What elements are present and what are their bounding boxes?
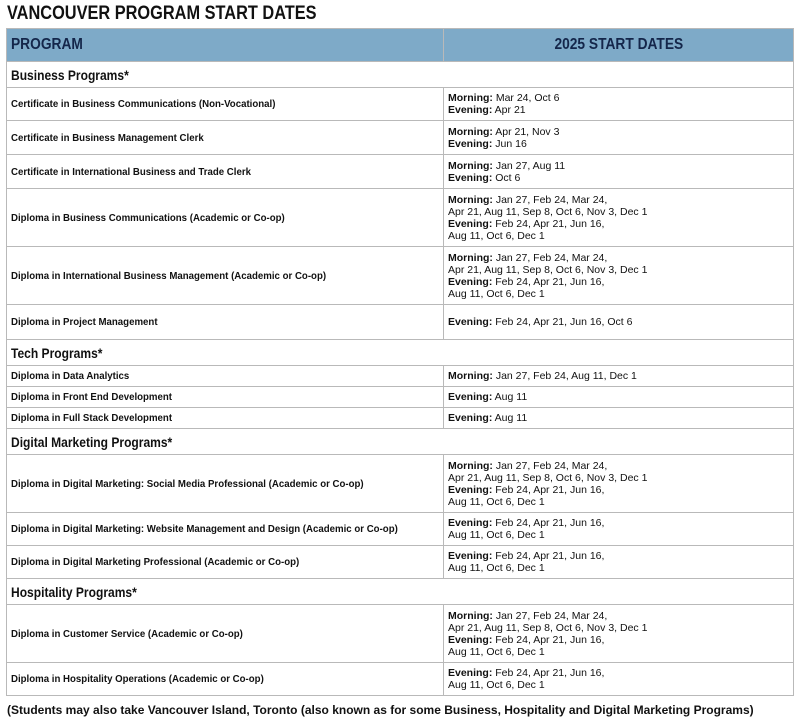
dates-cell xyxy=(444,513,794,546)
date-list: Aug 11 xyxy=(492,391,528,403)
session-label: Morning: xyxy=(448,125,493,138)
date-list: Feb 24, Apr 21, Jun 16, Oct 6 xyxy=(492,316,633,328)
session-label: Evening: xyxy=(448,217,493,230)
date-line xyxy=(448,496,789,508)
dates-cell xyxy=(444,189,794,247)
table-row xyxy=(7,387,794,408)
program-name: Diploma in Project Management xyxy=(11,316,158,328)
table-row xyxy=(7,155,794,189)
date-list: Aug 11, Oct 6, Dec 1 xyxy=(448,229,545,242)
section-row xyxy=(7,62,794,88)
table-row xyxy=(7,663,794,696)
table-row xyxy=(7,366,794,387)
date-line xyxy=(448,562,789,574)
date-line xyxy=(448,264,789,276)
date-list: Jan 27, Feb 24, Mar 24, xyxy=(492,609,608,622)
table-row xyxy=(7,88,794,121)
program-cell xyxy=(7,247,444,305)
program-cell xyxy=(7,513,444,546)
table-row xyxy=(7,455,794,513)
date-line xyxy=(448,288,789,300)
dates-cell xyxy=(444,605,794,663)
table-row xyxy=(7,546,794,579)
program-cell xyxy=(7,455,444,513)
date-list: Apr 21, Aug 11, Sep 8, Oct 6, Nov 3, Dec 1 xyxy=(448,621,648,634)
date-list: Feb 24, Apr 21, Jun 16, xyxy=(492,217,605,230)
dates-cell xyxy=(444,366,794,387)
date-list: Apr 21, Aug 11, Sep 8, Oct 6, Nov 3, Dec 1 xyxy=(448,263,648,276)
date-line xyxy=(448,206,789,218)
session-label: Evening: xyxy=(448,137,493,150)
date-list: Aug 11, Oct 6, Dec 1 xyxy=(448,529,545,541)
date-list: Feb 24, Apr 21, Jun 16, xyxy=(492,667,605,679)
session-label: Morning: xyxy=(448,609,493,622)
date-line xyxy=(448,218,789,230)
program-name: Diploma in Digital Marketing: Social Media Professional (Academic or Co-op) xyxy=(11,477,364,490)
date-line xyxy=(448,517,789,529)
date-line xyxy=(448,412,789,424)
section-heading xyxy=(7,579,794,605)
date-line xyxy=(448,194,789,206)
program-cell xyxy=(7,155,444,189)
program-cell xyxy=(7,305,444,340)
program-cell xyxy=(7,546,444,579)
date-list: Aug 11, Oct 6, Dec 1 xyxy=(448,287,545,300)
dates-cell xyxy=(444,455,794,513)
date-line xyxy=(448,634,789,646)
session-label: Evening: xyxy=(448,275,493,288)
date-list: Jan 27, Feb 24, Mar 24, xyxy=(492,251,608,264)
program-cell xyxy=(7,88,444,121)
table-row xyxy=(7,189,794,247)
start-dates-table xyxy=(6,28,794,696)
dates-cell xyxy=(444,305,794,340)
program-name: Certificate in Business Management Clerk xyxy=(11,131,204,144)
section-row xyxy=(7,429,794,455)
date-list: Jun 16 xyxy=(492,137,527,150)
date-line xyxy=(448,484,789,496)
date-list: Aug 11, Oct 6, Dec 1 xyxy=(448,645,545,658)
table-row xyxy=(7,513,794,546)
date-list: Apr 21, Aug 11, Sep 8, Oct 6, Nov 3, Dec 1 xyxy=(448,205,648,218)
date-list: Jan 27, Feb 24, Mar 24, xyxy=(492,193,608,206)
date-list: Apr 21 xyxy=(492,104,526,116)
date-line xyxy=(448,138,789,150)
program-cell xyxy=(7,663,444,696)
table-header-row xyxy=(7,29,794,62)
program-name: Diploma in Business Communications (Academic or Co-op) xyxy=(11,211,285,224)
session-label: Evening: xyxy=(448,633,493,646)
date-line xyxy=(448,391,789,403)
program-cell xyxy=(7,189,444,247)
date-line xyxy=(448,679,789,691)
dates-cell xyxy=(444,408,794,429)
dates-cell xyxy=(444,663,794,696)
date-line xyxy=(448,126,789,138)
date-line xyxy=(448,92,789,104)
date-list: Aug 11, Oct 6, Dec 1 xyxy=(448,562,545,574)
date-list: Oct 6 xyxy=(492,171,521,184)
dates-column-header: 2025 START DATES xyxy=(444,29,794,62)
date-list: Jan 27, Aug 11 xyxy=(492,159,566,172)
table-row xyxy=(7,305,794,340)
section-row xyxy=(7,340,794,366)
session-label: Evening: xyxy=(448,412,493,424)
dates-cell xyxy=(444,387,794,408)
date-list: Feb 24, Apr 21, Jun 16, xyxy=(492,633,605,646)
session-label: Evening: xyxy=(448,171,493,184)
date-list: Apr 21, Aug 11, Sep 8, Oct 6, Nov 3, Dec 1 xyxy=(448,471,648,484)
session-label: Evening: xyxy=(448,316,493,328)
date-line xyxy=(448,316,789,328)
section-heading-label: Business Programs* xyxy=(11,66,129,83)
table-row xyxy=(7,247,794,305)
date-list: Feb 24, Apr 21, Jun 16, xyxy=(492,517,605,529)
program-cell xyxy=(7,605,444,663)
program-name: Diploma in Data Analytics xyxy=(11,370,130,382)
date-list: Feb 24, Apr 21, Jun 16, xyxy=(492,483,605,496)
program-name: Diploma in Customer Service (Academic or Co-op) xyxy=(11,627,243,640)
session-label: Evening: xyxy=(448,550,493,562)
date-line xyxy=(448,529,789,541)
date-list: Aug 11, Oct 6, Dec 1 xyxy=(448,495,545,508)
date-list: Aug 11 xyxy=(492,412,528,424)
session-label: Morning: xyxy=(448,193,493,206)
date-line xyxy=(448,230,789,242)
session-label: Morning: xyxy=(448,459,493,472)
program-cell xyxy=(7,366,444,387)
table-row xyxy=(7,605,794,663)
program-cell xyxy=(7,121,444,155)
date-line xyxy=(448,160,789,172)
session-label: Morning: xyxy=(448,92,493,104)
date-line xyxy=(448,276,789,288)
date-list: Feb 24, Apr 21, Jun 16, xyxy=(492,550,605,562)
program-name: Diploma in International Business Management (Academic or Co-op) xyxy=(11,269,327,282)
session-label: Morning: xyxy=(448,370,493,382)
date-line xyxy=(448,370,789,382)
table-body xyxy=(7,62,794,696)
program-column-header: PROGRAM xyxy=(7,29,444,62)
dates-cell xyxy=(444,247,794,305)
dates-cell xyxy=(444,121,794,155)
program-cell xyxy=(7,408,444,429)
section-heading xyxy=(7,340,794,366)
session-label: Evening: xyxy=(448,483,493,496)
footnote: (Students may also take Vancouver Island, Toronto (also known as for some Business, Hospitality and Digital Marketing Programs) xyxy=(7,703,754,717)
section-heading xyxy=(7,62,794,88)
date-list: Feb 24, Apr 21, Jun 16, xyxy=(492,275,605,288)
session-label: Morning: xyxy=(448,159,493,172)
section-heading-label: Digital Marketing Programs* xyxy=(11,433,173,450)
date-line xyxy=(448,460,789,472)
session-label: Evening: xyxy=(448,391,493,403)
dates-cell xyxy=(444,88,794,121)
table-row xyxy=(7,121,794,155)
section-heading-label: Hospitality Programs* xyxy=(11,583,137,600)
program-name: Certificate in Business Communications (Non-Vocational) xyxy=(11,98,276,110)
program-name: Diploma in Digital Marketing Professional (Academic or Co-op) xyxy=(11,556,300,568)
program-name: Diploma in Front End Development xyxy=(11,391,173,403)
date-list: Aug 11, Oct 6, Dec 1 xyxy=(448,679,545,691)
date-line xyxy=(448,472,789,484)
section-heading xyxy=(7,429,794,455)
date-line xyxy=(448,667,789,679)
date-list: Jan 27, Feb 24, Aug 11, Dec 1 xyxy=(492,370,637,382)
dates-cell xyxy=(444,546,794,579)
date-list: Jan 27, Feb 24, Mar 24, xyxy=(492,459,608,472)
section-row xyxy=(7,579,794,605)
table-row xyxy=(7,408,794,429)
date-line xyxy=(448,104,789,116)
date-line xyxy=(448,550,789,562)
date-line xyxy=(448,172,789,184)
session-label: Evening: xyxy=(448,667,493,679)
date-list: Mar 24, Oct 6 xyxy=(492,92,560,104)
date-line xyxy=(448,646,789,658)
program-name: Diploma in Hospitality Operations (Academic or Co-op) xyxy=(11,673,264,685)
dates-cell xyxy=(444,155,794,189)
date-line xyxy=(448,252,789,264)
session-label: Evening: xyxy=(448,517,493,529)
date-list: Apr 21, Nov 3 xyxy=(492,125,560,138)
program-name: Diploma in Digital Marketing: Website Management and Design (Academic or Co-op) xyxy=(11,523,398,535)
session-label: Evening: xyxy=(448,104,493,116)
program-name: Certificate in International Business and Trade Clerk xyxy=(11,165,251,178)
page-title: VANCOUVER PROGRAM START DATES xyxy=(7,3,317,24)
date-line xyxy=(448,622,789,634)
program-cell xyxy=(7,387,444,408)
program-name: Diploma in Full Stack Development xyxy=(11,412,173,424)
date-line xyxy=(448,610,789,622)
section-heading-label: Tech Programs* xyxy=(11,344,103,361)
session-label: Morning: xyxy=(448,251,493,264)
